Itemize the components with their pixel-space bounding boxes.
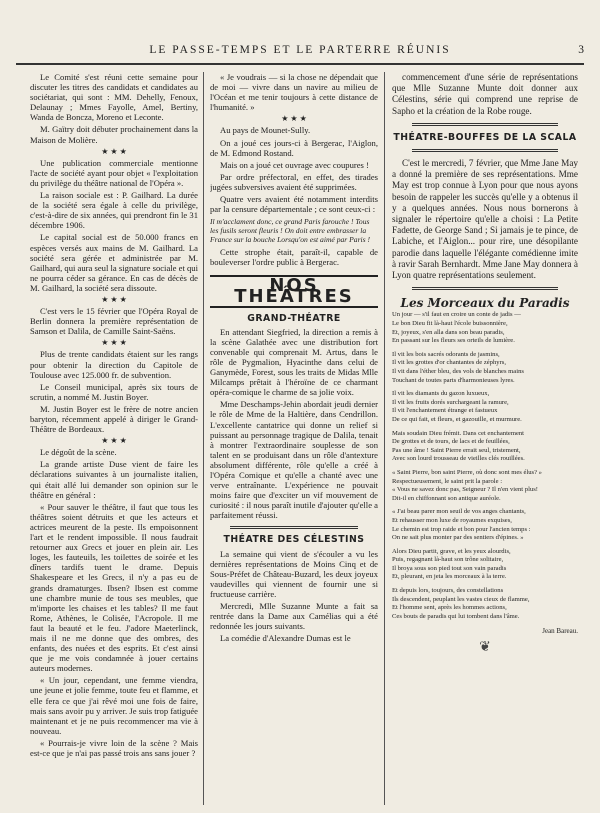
paragraph: « Pour sauver le théâtre, il faut que tous les théâtres soient détruits et que les acteurs et actrices meurent de la peste. Ils empoisonnent l'art et le rendent impossible. Il nous faudrait retourner aux Grecs et jouer en plein air. Les loges, les fauteuils, les toilettes de soirée et les dîners tardifs tuent le drame. Depuis Shakespeare et les Grecs, il n'y a pas eu de grands dramaturges. Ibsen? Ibsen est comme une chambre munie de tous ses meubles, que m'importe les chaises et les tables? Il me faut Rome, Athènes, le Colisée, l'Acropole. Il me faut la beauté et le feu. J'adore Maeterlinck, mais il ne me donne que des ombres, des enfants, des nuées et des esprits. Et c'est ainsi que je me vois condamnée à jouer certains auteurs modernes. (30, 501, 198, 674)
paragraph: M. Gaïtry doit débuter prochainement dans la Maison de Molière. (30, 124, 198, 145)
paragraph: Le capital social est de 50.000 francs en espèces versés aux mains de M. Gailhard. La société sera gérée et administrée par M. Gailhard, qui aura seul la signature sociale et qui ne pourra céder sa gérance. En cas de décès de M. Gailhard, la société sera dissoute. (30, 232, 198, 293)
paragraph: La grande artiste Duse vient de faire les déclarations suivantes à un journaliste italien, qui était allé lui demander son opinion sur le théâtre en général : (30, 459, 198, 500)
paragraph: Mercredi, Mlle Suzanne Munte a fait sa rentrée dans la Dame aux Camélias qui a été redonnée les jours suivants. (210, 601, 378, 632)
poem-line: Et, pleurant, en jeta les morceaux à la terre. (392, 573, 507, 581)
paragraph: « Je voudrais — si la chose ne dépendait que de moi — vivre dans un navire au milieu de l'Océan et me tenir toujours à cette distance de l'humanité. » (210, 72, 378, 113)
section-divider (230, 526, 358, 529)
separator-stars: ★ ★ ★ (101, 338, 127, 348)
poem-line: Un jour — s'il faut en croire un conte de jadis — (392, 311, 521, 319)
paragraph: « Pourrais-je vivre loin de la scène ? Mais est-ce que je n'ai pas passé trois ans sans jouer ? (30, 737, 198, 758)
paragraph: Cette strophe était, paraît-il, capable de bouleverser l'ordre public à Bergerac. (210, 247, 378, 268)
page-number: 3 (578, 44, 584, 56)
separator-stars: ★ ★ ★ (101, 294, 127, 304)
column-divider (203, 72, 204, 805)
poem-line: Pas une âme ! Saint Pierre errait seul, tristement, (392, 446, 521, 454)
separator-stars: ★ ★ ★ (101, 146, 127, 156)
poem-stanza (392, 430, 578, 464)
column-3 (392, 72, 578, 805)
paragraph: La raison sociale est : P. Gailhard. La durée de la société sera égale à celle du privilège, c'est-à-dire de six années, qui prendront fin le 31 décembre 1906. (30, 190, 198, 231)
paragraph: La comédie d'Alexandre Dumas est le (220, 633, 351, 644)
poem-signature: Jean Bareau. (542, 627, 578, 636)
section-heading-celestins: THÉATRE DES CÉLESTINS (223, 534, 365, 546)
paragraph: Par ordre préfectoral, en effet, des tirades jugées subversives avaient été supprimées. (210, 171, 378, 192)
paragraph: La semaine qui vient de s'écouler a vu les dernières représentations de Moins Cinq et de Sous-Préfet de Château-Buzard, les deux joyeux vaudevilles qui viennent de fournir une si fructueuse carrière. (210, 548, 378, 599)
section-heading-grand-theatre: GRAND-THÉATRE (247, 312, 341, 324)
poem-line: Il vit l'enchantement étrange et fastueux (392, 407, 498, 415)
section-divider (412, 149, 558, 152)
censored-verse: Il m'acclament donc, ce grand Paris farouche ! Tous les fusils seront fleuris ! On doit entre embrasser la France sur la bouche Lorsqu'on est aimé par Paris ! (210, 217, 371, 245)
poem-line: Le bon Dieu fit là-haut l'école buissonnière, (392, 320, 508, 328)
poem-stanza (392, 390, 578, 424)
section-divider (412, 123, 558, 126)
header-rule (16, 63, 584, 65)
paragraph: Le dégoût de la scène. (40, 447, 117, 458)
poem-line: En passant sur les fleurs ses orteils de lumière. (392, 337, 515, 345)
paragraph: M. Justin Boyer est le frère de notre ancien baryton, récemment appelé à diriger le Grand-Théâtre de Bordeaux. (30, 403, 198, 435)
poem-stanza (392, 587, 578, 621)
poem-line: Mais soudain Dieu frémit. Dans cet enchantement (392, 429, 525, 437)
paragraph: Le Comité s'est réuni cette semaine pour discuter les titres des candidats et candidates au sociétariat, qui sont : MM. Dehelly, Fenoux, Delaunay ; Mmes Fayolle, Amel, Bertiny, Wanda de Boncza, Moreno et Leconte. (30, 72, 198, 123)
section-heading-scala: THÉATRE-BOUFFES DE LA SCALA (393, 131, 577, 143)
poem-title: Les Morceaux du Paradis (400, 296, 570, 311)
poem-line: Alors Dieu partit, grave, et les yeux alourdis, (392, 547, 511, 555)
poem (392, 311, 578, 621)
poem-line: Et rehausser mon luxe de royaumes exquises, (392, 516, 512, 524)
poem-line: Il vit dans l'éther bleu, des vols de blanches mains (392, 368, 524, 376)
separator-stars: ★ ★ ★ (101, 436, 127, 446)
poem-line: « Vous ne savez donc pas, Seigneur ? Il n'en vient plus! (392, 486, 538, 494)
poem-line: Touchant de toutes parts d'harmonieuses lyres. (392, 376, 515, 384)
poem-line: Le chemin est trop raide et bon pour l'ancien temps : (392, 525, 531, 533)
ornament-icon: ❦ (479, 639, 491, 655)
poem-line: De ce qui fait, et fleurs, et gazouille, et murmure. (392, 415, 522, 423)
paragraph: « Un jour, cependant, une femme viendra, une jeune et jolie femme, toute feu et flamme, et elle fera ce que j'ai rêvé moi une fois de faire, mais sans avoir pu y arriver. Je suis trop fatiguée maintenant et je ne puis recommencer ma vie à nouveau. (30, 675, 198, 736)
poem-stanza (392, 548, 578, 582)
page-header-title: LE PASSE-TEMPS ET LE PARTERRE RÉUNIS (149, 44, 451, 56)
poem-line: De grottes et de tours, de lacs et de feuillées, (392, 438, 510, 446)
poem-line: Il vit les grottes d'or chantantes de zéphyrs, (392, 359, 506, 367)
poem-line: Et l'homme sent, après les hommes actions, (392, 604, 507, 612)
poem-line: On ne sait plus monter par des sentiers d'épines. » (392, 534, 524, 542)
poem-line: Il vit les bois sacrés odorants de jasmins, (392, 350, 500, 358)
poem-line: Il broya sous son pied tout son vain paradis (392, 564, 507, 572)
poem-stanza (392, 508, 578, 542)
poem-stanza (392, 351, 578, 385)
paragraph: Mme Deschamps-Jehin abordait jeudi dernier le rôle de Mme de la Haltière, dans Cendrillon. L'excellente cantatrice qui donne un relief si puissant au personnage tragique de Dalila, tenait à montrer l'extraordinaire souplesse de son talent en se produisant dans un rôle d'antexture absolument différente, rôle qu'elle a créé à l'Opéra Comique et qu'elle a chanté avec une verve entraînante. L'expérience ne pouvait moins faire que d'exciter un vif mouvement de curiosité : il nous paraît inutile d'ajouter qu'elle a parfaitement réussi. (210, 399, 378, 521)
poem-line: Respectueusement, le saint prit la parole : (392, 477, 503, 485)
poem-line: « J'ai beau parer mon seuil de vos anges chantants, (392, 508, 526, 516)
poem-line: Il vit les diamants du gazon luxueux, (392, 390, 490, 398)
poem-stanza (392, 469, 578, 503)
poem-stanza (392, 311, 578, 345)
poem-line: Et depuis lors, toujours, des constellations (392, 587, 504, 595)
column-1 (30, 72, 198, 805)
paragraph: Une publication commerciale mentionne l'acte de société ayant pour objet « l'exploitation du privilège du théâtre national de l'Opéra ». (30, 157, 198, 188)
paragraph: C'est vers le 15 février que l'Opéra Royal de Berlin donnera la première représentation de Samson et Dalila, de Camille Saint-Saëns. (30, 306, 198, 337)
section-title-nos-theatres: NOS THÉÂTRES (210, 275, 378, 307)
separator-stars: ★ ★ ★ (281, 114, 307, 124)
poem-line: Ils descendent, peuplant les vastes cieux de flamme, (392, 595, 530, 603)
paragraph: Le Conseil municipal, après six tours de scrutin, a nommé M. Justin Boyer. (30, 381, 198, 402)
poem-line: Dit-il en chiffonnant son antique auréole. (392, 494, 501, 502)
poem-line: Puis, regagnant là-haut son trône solitaire, (392, 556, 504, 564)
paragraph: En attendant Siegfried, la direction a remis à la scène Galathée avec une distribution fort convenable qui comprenait M. Artus, dans le rôle de Pygmalion, Hyacinthe dans celui de Ganymède, Forest, sous les traits de Midas Mlle Milcamps prêtait à l'héroïne de ce charmant opéra-comique le charme de sa jolie voix. (210, 326, 378, 398)
section-divider (412, 287, 558, 290)
paragraph: commencement d'une série de représentations que Mlle Suzanne Munte doit donner aux Célestins, série qui comprend une reprise de Sapho et la création de la Robe rouge. (392, 72, 578, 116)
poem-line: Ces bouts de paradis qui lui tombent dans l'âme. (392, 612, 520, 620)
paragraph: Au pays de Mounet-Sully. (220, 125, 311, 136)
poem-line: « Saint Pierre, bon saint Pierre, où donc sont mes élus? » (392, 468, 542, 476)
paragraph: On a joué ces jours-ci à Bergerac, l'Aiglon, de M. Edmond Rostand. (210, 137, 378, 158)
poem-line: Avec son lourd trousseau de vieilles clés rouillées. (392, 455, 525, 463)
paragraph: Plus de trente candidats étaient sur les rangs pour obtenir la direction du Capitole de Toulouse avec 125.000 fr. de subvention. (30, 349, 198, 380)
column-2 (210, 72, 378, 805)
poem-line: Et, joyeux, s'en alla dans son beau paradis, (392, 328, 505, 336)
column-divider (384, 72, 385, 805)
poem-line: Il vit les fruits dorés surchargeant la ramure, (392, 398, 509, 406)
paragraph: Mais on a joué cet ouvrage avec coupures ! (220, 159, 369, 170)
paragraph: Quatre vers avaient été notamment interdits par la censure départementale ; ce sont ceux-ci : (210, 194, 378, 215)
page-header (16, 44, 584, 60)
paragraph: C'est le mercredi, 7 février, que Mme Jane May a donné la première de ses représentations. Mme May est trop connue à Lyon pour que nous ayons besoin de rappeler les succès qu'elle y a obtenus il y a quelques années. Nous nous bornerons à signaler le répertoire qu'elle a choisi : La Petite Fadette, de George Sand ; Si jamais je te pince, de Labiche, et l'Aiglon... pour rire, une désopilante parodie dans laquelle l'élégante comédienne imite à ravir Sarah Bernhardt. Mme Jane May donnera à Lyon quatre représentations seulement. (392, 158, 578, 281)
